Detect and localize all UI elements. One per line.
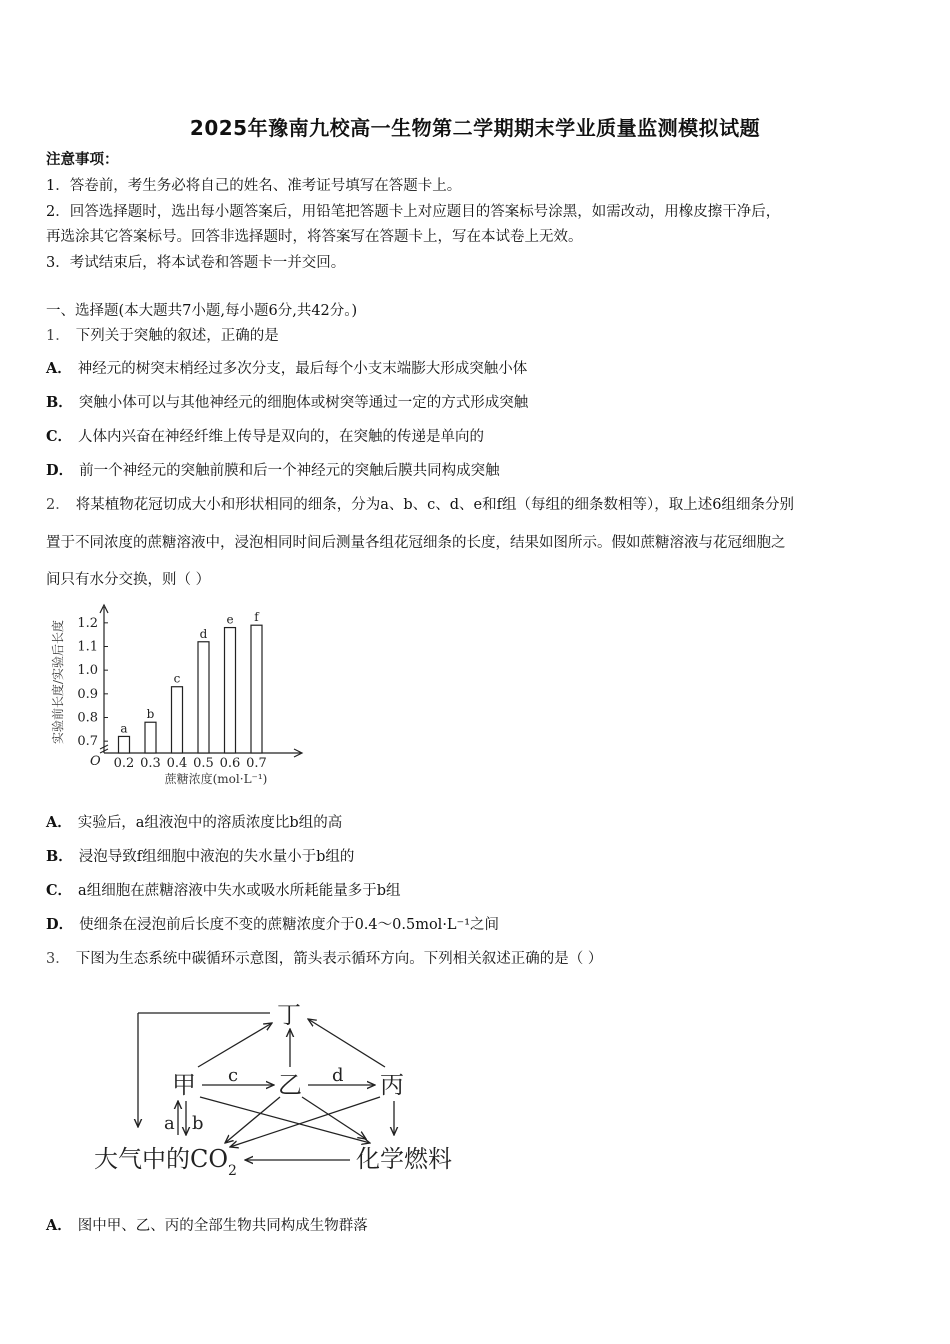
question-text: 下列关于突触的叙述，正确的是 [75,328,279,344]
option-text: 突触小体可以与其他神经元的细胞体或树突等通过一定的方式形成突触 [78,395,529,411]
q3-option-a[interactable] [46,1216,368,1236]
notice-item: 再选涂其它答案标号。回答非选择题时，将答案写在答题卡上，写在本试卷上无效。 [46,229,583,245]
x-tick-label: 0.5 [193,756,214,771]
q2-option-d[interactable] [46,915,499,935]
question-text: 将某植物花冠切成大小和形状相同的细条，分为a、b、c、d、e和f组（每组的细条数相等），取上述6组细条分别 [75,497,794,513]
option-text: 前一个神经元的突触前膜和后一个神经元的突触后膜共同构成突触 [79,463,500,479]
bar [172,687,183,753]
bar [198,642,209,753]
bar-chart [46,603,316,788]
x-tick-label: 0.3 [140,756,161,771]
edge-label-d: d [332,1065,344,1086]
y-tick-label: 0.9 [77,686,98,702]
q1-option-d[interactable] [46,461,500,481]
option-label: B． [46,394,73,411]
question-number: 1． [46,328,70,344]
page-title: 2025年豫南九校高一生物第二学期期末学业质量监测模拟试题 [189,116,761,140]
option-label: C． [46,882,73,899]
q1-option-c[interactable] [46,427,484,447]
bar-label: b [146,707,155,722]
option-label: B． [46,848,73,865]
option-label: A． [46,814,72,831]
x-tick-label: 0.7 [246,756,267,771]
carbon-cycle-diagram [80,995,480,1185]
notice-item: 1．答卷前，考生务必将自己的姓名、准考证号填写在答题卡上。 [46,178,462,194]
node-co2-subscript: 2 [228,1163,237,1179]
question-number: 2． [46,497,70,513]
edge-label-b: b [192,1113,204,1134]
node-fuel: 化学燃料 [356,1145,452,1173]
edge-label-a: a [164,1113,175,1134]
question-3-stem [46,949,602,969]
option-label: D． [46,462,74,479]
bar [225,628,236,753]
x-tick-label: 0.4 [166,756,188,771]
option-text: 实验后，a组液泡中的溶质浓度比b组的高 [77,815,343,831]
bar-label: e [226,612,234,627]
option-label: A． [46,1217,72,1234]
y-axis-label: 实验前长度/实验后长度 [51,619,65,745]
y-tick-label: 1.1 [77,639,98,655]
q1-option-a[interactable] [46,359,527,379]
q2-option-b[interactable] [46,847,354,867]
bar-label: f [254,610,259,625]
bar [251,625,262,753]
option-label: A． [46,360,72,377]
origin-label: O [90,754,101,769]
edge-jia-to-ding [198,1023,272,1067]
option-label: C． [46,428,73,445]
bar-label: d [199,626,208,641]
bar-label: c [173,671,181,686]
question-2-stem-line [46,495,794,515]
bar [145,722,156,753]
q2-option-a[interactable] [46,813,342,833]
y-tick-label: 0.8 [77,710,98,726]
node-yi: 乙 [278,1071,302,1099]
notice-item: 3．考试结束后，将本试卷和答题卡一并交回。 [46,255,346,271]
option-text: a组细胞在蔗糖溶液中失水或吸水所耗能量多于b组 [78,883,401,899]
y-tick-label: 1.0 [77,663,98,679]
edge-bing-to-ding [308,1019,385,1067]
option-text: 浸泡导致f组细胞中液泡的失水量小于b组的 [78,849,355,865]
option-label: D． [46,916,74,933]
question-number: 3． [46,951,70,967]
bar-label: a [120,721,128,736]
node-ding: 丁 [277,1001,301,1029]
q2-option-c[interactable] [46,881,400,901]
option-text: 人体内兴奋在神经纤维上传导是双向的，在突触的传递是单向的 [78,429,485,445]
option-text: 图中甲、乙、丙的全部生物共同构成生物群落 [77,1218,368,1234]
bar [119,736,130,753]
edge-label-c: c [228,1065,239,1086]
option-text: 使细条在浸泡前后长度不变的蔗糖浓度介于0.4～0.5mol·L⁻¹之间 [79,917,500,933]
notice-heading: 注意事项： [46,151,119,168]
node-jia: 甲 [172,1071,196,1099]
x-axis-label: 蔗糖浓度(mol·L⁻¹) [164,772,268,786]
y-tick-label: 0.7 [77,734,98,750]
question-1-stem [46,326,279,346]
q1-option-b[interactable] [46,393,528,413]
option-text: 神经元的树突末梢经过多次分支，最后每个小支末端膨大形成突触小体 [77,361,528,377]
edge-yi-to-co2 [225,1097,280,1143]
node-co2: 大气中的CO [94,1145,229,1173]
section-heading: 一、选择题(本大题共7小题,每小题6分,共42分。) [46,303,358,319]
notice-item: 2．回答选择题时，选出每小题答案后，用铅笔把答题卡上对应题目的答案标号涂黑，如需改动，用橡皮擦干净后， [46,204,781,220]
x-tick-label: 0.6 [219,756,241,771]
edge-jia-to-fuel [200,1097,370,1143]
question-text: 下图为生态系统中碳循环示意图，箭头表示循环方向。下列相关叙述正确的是（ ） [75,951,603,967]
x-tick-label: 0.2 [113,756,135,771]
node-bing: 丙 [380,1071,404,1099]
question-2-stem-line: 置于不同浓度的蔗糖溶液中，浸泡相同时间后测量各组花冠细条的长度，结果如图所示。假如蔗糖溶液与花冠细胞之 [46,535,786,551]
y-tick-label: 1.2 [77,615,98,631]
question-2-stem-line: 间只有水分交换，则（ ） [46,572,211,588]
